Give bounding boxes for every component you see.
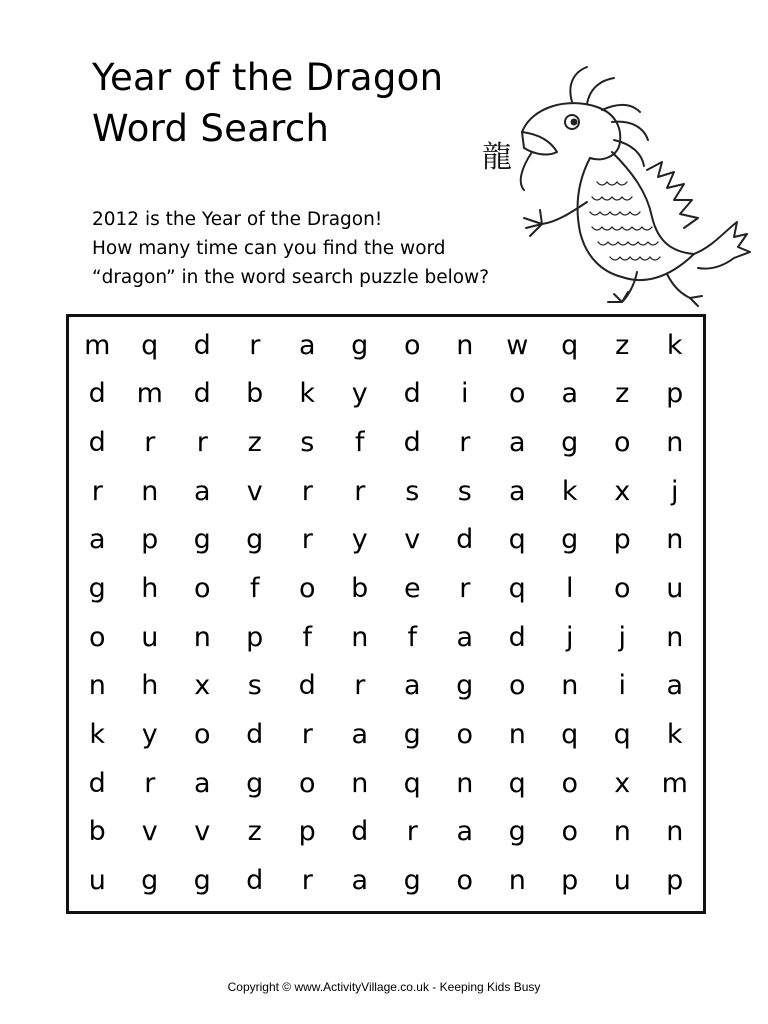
- intro-line-2: How many time can you find the word: [92, 238, 446, 259]
- title-line-1: Year of the Dragon: [92, 56, 444, 99]
- grid-letter: n: [351, 621, 369, 653]
- grid-letter: g: [193, 524, 211, 556]
- grid-letter: o: [298, 573, 316, 605]
- grid-letter: k: [299, 378, 316, 410]
- grid-letter: o: [403, 329, 421, 361]
- grid-letter: d: [193, 378, 211, 410]
- grid-letter: r: [196, 427, 208, 459]
- grid-letter: n: [141, 475, 159, 507]
- grid-letter: n: [561, 670, 579, 702]
- grid-letter: q: [403, 767, 421, 799]
- grid-letter: p: [246, 621, 264, 653]
- grid-letter: v: [404, 524, 421, 556]
- grid-letter: o: [613, 573, 631, 605]
- word-search-grid-frame: [66, 314, 706, 914]
- grid-letter: q: [508, 524, 526, 556]
- grid-letter: o: [561, 816, 579, 848]
- grid-letter: r: [301, 719, 313, 751]
- grid-letter: q: [508, 573, 526, 605]
- grid-letter: d: [298, 670, 316, 702]
- grid-letter: n: [456, 767, 474, 799]
- grid-letter: r: [301, 865, 313, 897]
- grid-letter: p: [561, 865, 579, 897]
- grid-letter: p: [666, 865, 684, 897]
- grid-letter: g: [561, 427, 579, 459]
- dragon-character: 龍: [482, 140, 512, 175]
- grid-letter: u: [666, 573, 684, 605]
- grid-letter: r: [144, 427, 156, 459]
- grid-letter: m: [661, 767, 688, 799]
- grid-letter: d: [246, 719, 264, 751]
- grid-letter: v: [141, 816, 158, 848]
- grid-letter: o: [456, 865, 474, 897]
- grid-letter: e: [403, 573, 421, 605]
- grid-letter: o: [298, 767, 316, 799]
- grid-letter: a: [456, 816, 474, 848]
- grid-letter: n: [508, 865, 526, 897]
- grid-letter: x: [614, 767, 631, 799]
- grid-letter: n: [666, 524, 684, 556]
- grid-letter: g: [246, 767, 264, 799]
- grid-letter: p: [613, 524, 631, 556]
- grid-letter: v: [246, 475, 263, 507]
- grid-letter: b: [351, 573, 369, 605]
- intro-text: [92, 205, 489, 292]
- grid-letter: r: [91, 475, 103, 507]
- grid-letter: i: [618, 670, 626, 702]
- intro-line-1: 2012 is the Year of the Dragon!: [92, 209, 383, 230]
- grid-letter: o: [561, 767, 579, 799]
- grid-letter: a: [456, 621, 474, 653]
- grid-letter: d: [351, 816, 369, 848]
- grid-letter: a: [193, 767, 211, 799]
- grid-letter: d: [88, 427, 106, 459]
- grid-letter: q: [561, 719, 579, 751]
- grid-letter: o: [193, 573, 211, 605]
- grid-letter: s: [247, 670, 262, 702]
- grid-letter: d: [403, 427, 421, 459]
- copyright-footer: Copyright © www.ActivityVillage.co.uk - Keeping Kids Busy: [227, 980, 541, 994]
- grid-letter: g: [456, 670, 474, 702]
- grid-letter: o: [613, 427, 631, 459]
- grid-letter: b: [88, 816, 106, 848]
- grid-letter: f: [302, 621, 312, 653]
- grid-letter: g: [141, 865, 159, 897]
- grid-letter: n: [88, 670, 106, 702]
- grid-letter: g: [88, 573, 106, 605]
- grid-letter: k: [89, 719, 106, 751]
- grid-letter: p: [666, 378, 684, 410]
- grid-letter: g: [403, 719, 421, 751]
- grid-letter: h: [141, 670, 159, 702]
- grid-letter: a: [561, 378, 579, 410]
- grid-letter: u: [141, 621, 159, 653]
- grid-letter: x: [614, 475, 631, 507]
- grid-letter: g: [561, 524, 579, 556]
- grid-letter: j: [618, 621, 626, 653]
- title-line-2: Word Search: [92, 107, 330, 150]
- grid-letter: f: [407, 621, 417, 653]
- grid-letter: u: [88, 865, 106, 897]
- grid-letter: q: [141, 329, 159, 361]
- grid-letter: o: [508, 670, 526, 702]
- grid-letter: a: [403, 670, 421, 702]
- grid-letter: z: [615, 329, 630, 361]
- grid-letter: a: [508, 427, 526, 459]
- grid-letter: d: [246, 865, 264, 897]
- grid-letter: q: [561, 329, 579, 361]
- grid-letter: d: [193, 329, 211, 361]
- grid-letter: r: [459, 427, 471, 459]
- grid-letter: r: [301, 475, 313, 507]
- grid-letter: p: [141, 524, 159, 556]
- grid-letter: g: [508, 816, 526, 848]
- grid-letter: d: [88, 378, 106, 410]
- grid-letter: b: [246, 378, 264, 410]
- grid-letter: n: [666, 427, 684, 459]
- grid-letter: r: [354, 475, 366, 507]
- grid-letter: o: [193, 719, 211, 751]
- grid-letter: g: [351, 329, 369, 361]
- grid-letter: a: [298, 329, 316, 361]
- grid-letter: d: [88, 767, 106, 799]
- grid-letter: k: [666, 329, 683, 361]
- grid-letter: f: [354, 427, 365, 459]
- grid-letter: x: [194, 670, 211, 702]
- grid-letter: r: [354, 670, 366, 702]
- word-search-grid: [69, 317, 703, 911]
- grid-letter: o: [456, 719, 474, 751]
- grid-letter: g: [193, 865, 211, 897]
- grid-letter: a: [351, 865, 369, 897]
- grid-letter: r: [144, 767, 156, 799]
- grid-letter: o: [88, 621, 106, 653]
- grid-letter: u: [613, 865, 631, 897]
- grid-letter: g: [246, 524, 264, 556]
- grid-letter: n: [456, 329, 474, 361]
- grid-letter: w: [506, 329, 529, 361]
- grid-letter: d: [508, 621, 526, 653]
- grid-letter: r: [249, 329, 261, 361]
- grid-letter: r: [301, 524, 313, 556]
- grid-letter: a: [351, 719, 369, 751]
- grid-letter: h: [141, 573, 159, 605]
- grid-letter: q: [508, 767, 526, 799]
- grid-letter: y: [141, 719, 158, 751]
- grid-letter: a: [666, 670, 684, 702]
- intro-line-3: “dragon” in the word search puzzle below?: [92, 267, 490, 288]
- grid-letter: n: [193, 621, 211, 653]
- grid-letter: n: [351, 767, 369, 799]
- grid-letter: y: [351, 524, 368, 556]
- grid-letter: s: [405, 475, 420, 507]
- grid-letter: o: [508, 378, 526, 410]
- grid-letter: p: [298, 816, 316, 848]
- grid-letter: y: [351, 378, 368, 410]
- grid-letter: m: [84, 329, 111, 361]
- grid-letter: n: [666, 816, 684, 848]
- grid-letter: k: [561, 475, 578, 507]
- grid-letter: s: [457, 475, 472, 507]
- grid-letter: d: [456, 524, 474, 556]
- grid-letter: z: [615, 378, 630, 410]
- grid-letter: z: [247, 427, 262, 459]
- grid-letter: n: [666, 621, 684, 653]
- grid-letter: r: [459, 573, 471, 605]
- grid-letter: m: [136, 378, 163, 410]
- grid-letter: a: [508, 475, 526, 507]
- grid-letter: g: [403, 865, 421, 897]
- grid-letter: r: [406, 816, 418, 848]
- grid-letter: j: [670, 475, 679, 507]
- grid-letter: l: [565, 573, 574, 605]
- grid-letter: n: [613, 816, 631, 848]
- grid-letter: f: [249, 573, 260, 605]
- grid-letter: s: [300, 427, 315, 459]
- grid-letter: a: [88, 524, 106, 556]
- grid-letter: n: [508, 719, 526, 751]
- grid-letter: z: [247, 816, 262, 848]
- dragon-illustration: [462, 62, 752, 307]
- grid-letter: k: [666, 719, 683, 751]
- grid-letter: a: [193, 475, 211, 507]
- page-title: [92, 52, 443, 154]
- grid-letter: q: [613, 719, 631, 751]
- grid-letter: d: [403, 378, 421, 410]
- grid-letter: v: [194, 816, 211, 848]
- grid-letter: j: [565, 621, 574, 653]
- grid-letter: i: [460, 378, 469, 410]
